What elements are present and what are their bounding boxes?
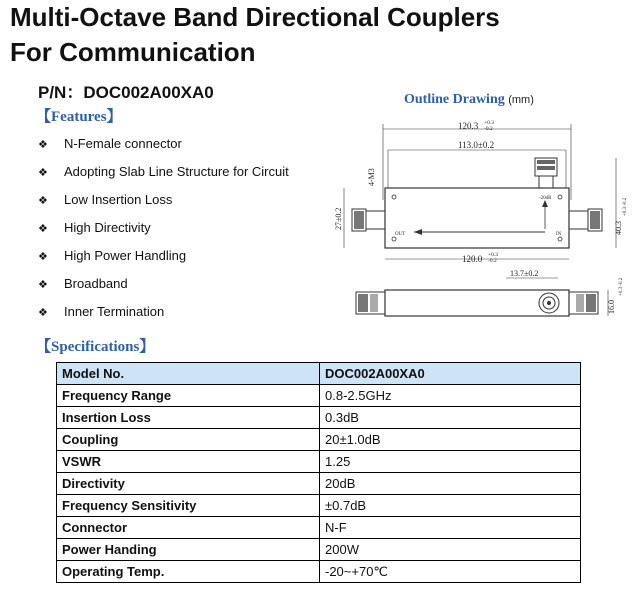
dim-body-length: 113.0±0.2 — [458, 140, 495, 150]
spec-key: Operating Temp. — [57, 561, 320, 583]
feature-text: Adopting Slab Line Structure for Circuit — [64, 164, 289, 179]
dim-total-tol: +0.3 -0.2 — [623, 197, 628, 216]
spec-value: 0.8-2.5GHz — [320, 385, 581, 407]
features-heading: 【Features】 — [36, 109, 122, 125]
outline-unit: (mm) — [508, 94, 534, 106]
table-row — [57, 539, 581, 561]
feature-item — [38, 190, 289, 218]
table-row — [57, 495, 581, 517]
part-number: P/N：DOC002A00XA0 — [38, 83, 214, 102]
diamond-bullet-icon: ❖ — [38, 195, 48, 207]
label-in: IN — [556, 232, 562, 237]
features-list — [38, 134, 289, 330]
spec-value: 1.25 — [320, 451, 581, 473]
feature-text: High Power Handling — [64, 248, 187, 263]
table-row — [57, 561, 581, 583]
dim-total-height: 40.3 — [614, 221, 623, 235]
feature-item — [38, 302, 289, 330]
spec-value: ±0.7dB — [320, 495, 581, 517]
spec-value: 0.3dB — [320, 407, 581, 429]
spec-key: Model No. — [57, 363, 320, 385]
specifications-heading-text: Specifications — [51, 339, 140, 355]
spec-value: 20dB — [320, 473, 581, 495]
spec-key: Frequency Range — [57, 385, 320, 407]
specifications-heading: 【Specifications】 — [36, 339, 155, 355]
diamond-bullet-icon: ❖ — [38, 167, 48, 179]
spec-key: Coupling — [57, 429, 320, 451]
outline-drawing-title — [404, 92, 534, 108]
dim-bottom-length: 120.0 — [462, 254, 483, 264]
table-row — [57, 385, 581, 407]
table-row — [57, 407, 581, 429]
dim-height: 27±0.2 — [334, 207, 343, 230]
dim-bottom-tol-upper: +0.3 — [488, 252, 498, 258]
feature-item — [38, 274, 289, 302]
table-row — [57, 363, 581, 385]
spec-key: Frequency Sensitivity — [57, 495, 320, 517]
feature-text: Inner Termination — [64, 304, 165, 319]
table-row — [57, 451, 581, 473]
spec-value: -20~+70℃ — [320, 561, 581, 583]
specifications-table — [56, 362, 581, 583]
feature-text: High Directivity — [64, 220, 151, 235]
spec-value: DOC002A00XA0 — [320, 363, 581, 385]
diamond-bullet-icon: ❖ — [38, 139, 48, 151]
spec-value: 20±1.0dB — [320, 429, 581, 451]
outline-title-text: Outline Drawing — [404, 92, 505, 107]
spec-value: N-F — [320, 517, 581, 539]
page-title-line-2: For Communication — [10, 37, 256, 67]
feature-text: N-Female connector — [64, 136, 182, 151]
table-row — [57, 473, 581, 495]
feature-text: Broadband — [64, 276, 128, 291]
dim-overall-length: 120.3 — [458, 121, 479, 131]
label-out: OUT — [395, 232, 406, 237]
label-coupling: -20dB — [539, 196, 552, 201]
outline-drawing — [330, 110, 630, 325]
spec-key: Directivity — [57, 473, 320, 495]
dim-mount-holes: 4-M3 — [367, 168, 376, 186]
feature-text: Low Insertion Loss — [64, 192, 173, 207]
feature-item — [38, 134, 289, 162]
page-title-line-1: Multi-Octave Band Directional Couplers — [10, 2, 500, 32]
spec-value: 200W — [320, 539, 581, 561]
dim-bottom-tol-lower: -0.2 — [488, 258, 497, 264]
dim-port-offset: 13.7±0.2 — [510, 269, 539, 278]
spec-key: Connector — [57, 517, 320, 539]
features-heading-text: Features — [51, 109, 107, 125]
feature-item — [38, 218, 289, 246]
feature-item — [38, 246, 289, 274]
dim-overall-tol-lower: -0.2 — [484, 126, 493, 132]
table-row — [57, 517, 581, 539]
dim-thickness: 16.0 — [607, 300, 616, 314]
table-row — [57, 429, 581, 451]
spec-key: Insertion Loss — [57, 407, 320, 429]
diamond-bullet-icon: ❖ — [38, 223, 48, 235]
diamond-bullet-icon: ❖ — [38, 307, 48, 319]
spec-key: Power Handing — [57, 539, 320, 561]
feature-item — [38, 162, 289, 190]
diamond-bullet-icon: ❖ — [38, 251, 48, 263]
dim-overall-tol-upper: +0.3 — [484, 120, 494, 126]
spec-key: VSWR — [57, 451, 320, 473]
diamond-bullet-icon: ❖ — [38, 279, 48, 291]
dim-thickness-tol: +0.3 -0.2 — [619, 277, 624, 296]
